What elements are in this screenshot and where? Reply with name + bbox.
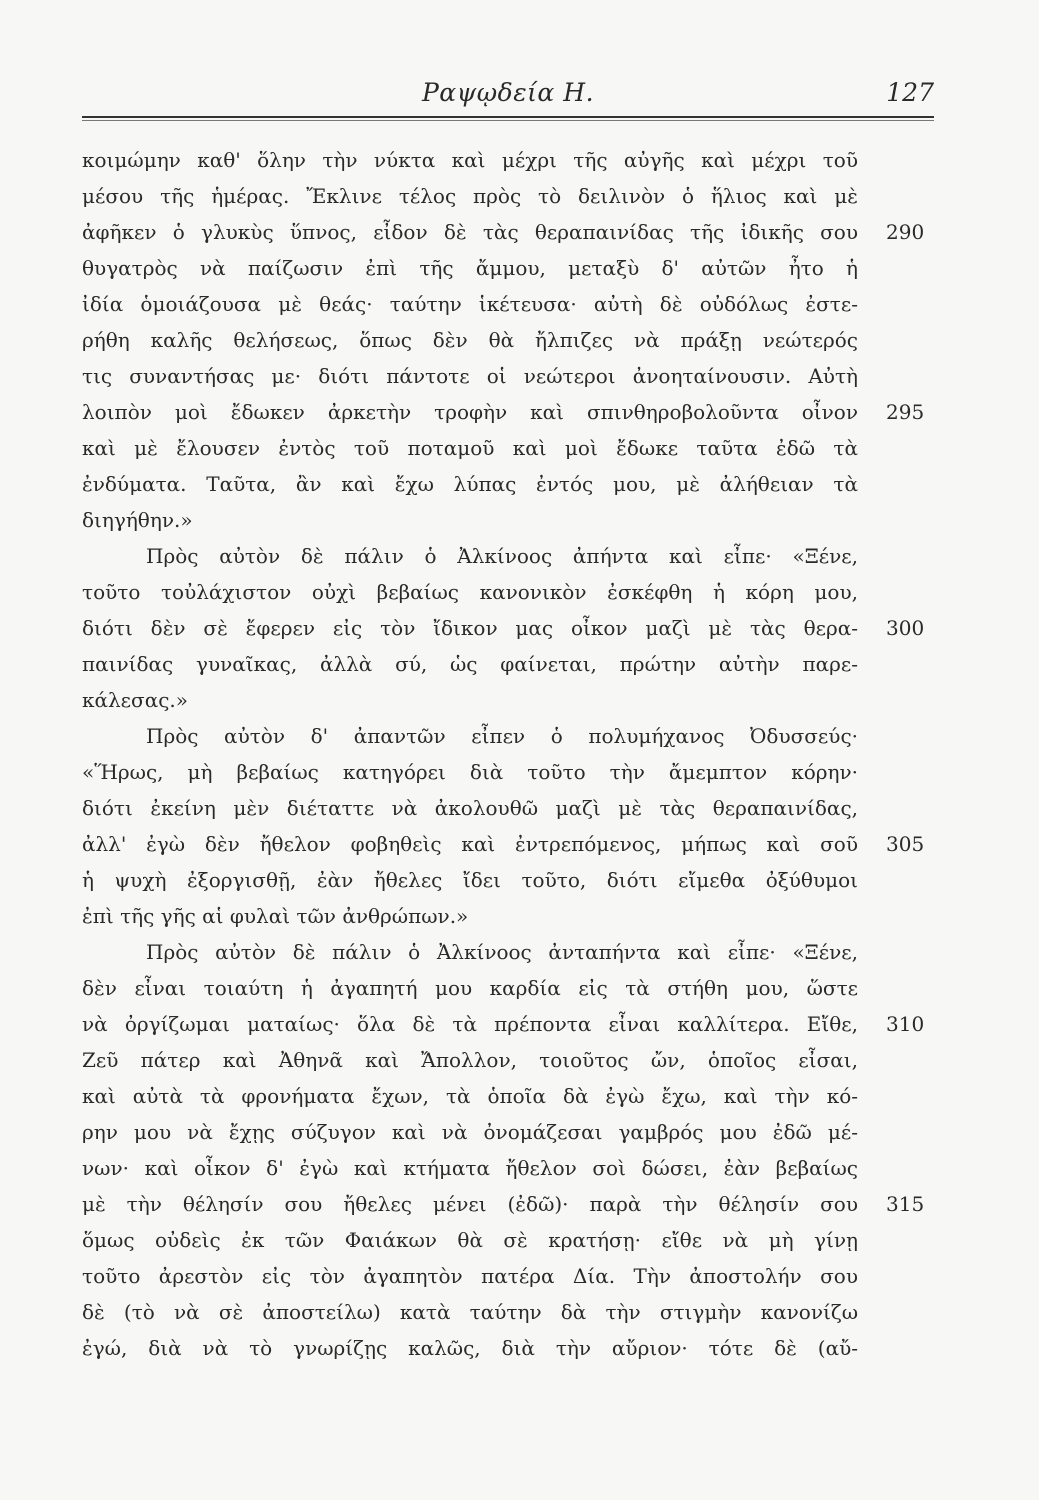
text-line: λοιπὸν μοὶ ἔδωκεν ἀρκετὴν τροφὴν καὶ σπινθηροβολοῦντα οἶνον	[82, 400, 858, 424]
text-line: Πρὸς αὐτὸν δὲ πάλιν ὁ Ἀλκίνοος ἀπήντα καὶ εἶπε· «Ξένε,	[146, 544, 858, 568]
text-line: ἐνδύματα. Ταῦτα, ἂν καὶ ἔχω λύπας ἐντός μου, μὲ ἀλήθειαν τὰ	[82, 472, 858, 496]
text-line: ρην μου νὰ ἔχῃς σύζυγον καὶ νὰ ὀνομάζεσαι γαμβρός μου ἐδῶ μέ-	[82, 1120, 858, 1144]
header-rule-thin	[82, 120, 934, 121]
text-line: θυγατρὸς νὰ παίζωσιν ἐπὶ τῆς ἄμμου, μεταξὺ δ' αὐτῶν ἦτο ἡ	[82, 256, 858, 280]
header-rule	[82, 116, 934, 118]
verse-number: 295	[886, 400, 925, 424]
text-line: διηγήθην.»	[82, 508, 193, 532]
text-line: Πρὸς αὐτὸν δ' ἀπαντῶν εἶπεν ὁ πολυμήχανος Ὀδυσσεύς·	[146, 724, 858, 748]
text-line: ἀλλ' ἐγὼ δὲν ἤθελον φοβηθεὶς καὶ ἐντρεπόμενος, μήπως καὶ σοῦ	[82, 832, 858, 856]
text-line: δὲν εἶναι τοιαύτη ἡ ἀγαπητή μου καρδία εἰς τὰ στήθη μου, ὥστε	[82, 976, 858, 1000]
text-line: Πρὸς αὐτὸν δὲ πάλιν ὁ Ἀλκίνοος ἀνταπήντα καὶ εἶπε· «Ξένε,	[146, 940, 858, 964]
running-head	[82, 78, 934, 114]
text-line: ὅμως οὐδεὶς ἐκ τῶν Φαιάκων θὰ σὲ κρατήσῃ· εἴθε νὰ μὴ γίνῃ	[82, 1228, 858, 1252]
text-line: τοῦτο ἀρεστὸν εἰς τὸν ἀγαπητὸν πατέρα Δία. Τὴν ἀποστολήν σου	[82, 1264, 858, 1288]
text-line: ἰδία ὁμοιάζουσα μὲ θεάς· ταύτην ἱκέτευσα· αὐτὴ δὲ οὐδόλως ἐστε-	[82, 292, 858, 316]
text-line: ἐπὶ τῆς γῆς αἱ φυλαὶ τῶν ἀνθρώπων.»	[82, 904, 469, 928]
verse-number: 300	[886, 616, 925, 640]
text-line: ἐγώ, διὰ νὰ τὸ γνωρίζῃς καλῶς, διὰ τὴν αὔριον· τότε δὲ (αὔ-	[82, 1336, 858, 1360]
verse-number: 310	[886, 1012, 925, 1036]
text-line: καὶ αὐτὰ τὰ φρονήματα ἔχων, τὰ ὁποῖα δὰ ἐγὼ ἔχω, καὶ τὴν κό-	[82, 1084, 858, 1108]
text-line: νων· καὶ οἶκον δ' ἐγὼ καὶ κτήματα ἤθελον σοὶ δώσει, ἐὰν βεβαίως	[82, 1156, 858, 1180]
text-line: τοῦτο τοὐλάχιστον οὐχὶ βεβαίως κανονικὸν ἐσκέφθη ἡ κόρη μου,	[82, 580, 858, 604]
text-line: ἡ ψυχὴ ἐξοργισθῇ, ἐὰν ἤθελες ἴδει τοῦτο, διότι εἴμεθα ὀξύθυμοι	[82, 868, 858, 892]
text-line: καὶ μὲ ἔλουσεν ἐντὸς τοῦ ποταμοῦ καὶ μοὶ ἔδωκε ταῦτα ἐδῶ τὰ	[82, 436, 858, 460]
verse-number: 305	[886, 832, 925, 856]
text-line: παινίδας γυναῖκας, ἀλλὰ σύ, ὡς φαίνεται, πρώτην αὐτὴν παρε-	[82, 652, 858, 676]
verse-number: 315	[886, 1192, 925, 1216]
text-line: κοιμώμην καθ' ὅλην τὴν νύκτα καὶ μέχρι τῆς αὐγῆς καὶ μέχρι τοῦ	[82, 148, 858, 172]
text-line: διότι ἐκείνη μὲν διέταττε νὰ ἀκολουθῶ μαζὶ μὲ τὰς θεραπαινίδας,	[82, 796, 858, 820]
verse-number: 290	[886, 220, 925, 244]
page-number: 127	[886, 78, 934, 107]
text-line: κάλεσας.»	[82, 688, 188, 712]
running-title: Ραψῳδεία Η.	[421, 78, 595, 107]
text-line: μέσου τῆς ἡμέρας. Ἔκλινε τέλος πρὸς τὸ δειλινὸν ὁ ἥλιος καὶ μὲ	[82, 184, 858, 208]
text-line: διότι δὲν σὲ ἔφερεν εἰς τὸν ἴδικον μας οἶκον μαζὶ μὲ τὰς θερα-	[82, 616, 858, 640]
text-line: τις συναντήσας με· διότι πάντοτε οἱ νεώτεροι ἀνοηταίνουσιν. Αὐτὴ	[82, 364, 858, 388]
text-line: ρήθη καλῆς θελήσεως, ὅπως δὲν θὰ ἤλπιζες νὰ πράξῃ νεώτερός	[82, 328, 858, 352]
text-line: δὲ (τὸ νὰ σὲ ἀποστείλω) κατὰ ταύτην δὰ τὴν στιγμὴν κανονίζω	[82, 1300, 858, 1324]
text-line: «Ἥρως, μὴ βεβαίως κατηγόρει διὰ τοῦτο τὴν ἄμεμπτον κόρην·	[82, 760, 858, 784]
text-line: νὰ ὀργίζωμαι ματαίως· ὅλα δὲ τὰ πρέποντα εἶναι καλλίτερα. Εἴθε,	[82, 1012, 858, 1036]
text-line: ἀφῆκεν ὁ γλυκὺς ὕπνος, εἶδον δὲ τὰς θεραπαινίδας τῆς ἰδικῆς σου	[82, 220, 858, 244]
text-line: Ζεῦ πάτερ καὶ Ἀθηνᾶ καὶ Ἄπολλον, τοιοῦτος ὤν, ὁποῖος εἶσαι,	[82, 1048, 858, 1072]
text-line	[82, 1366, 858, 1402]
text-line: μὲ τὴν θέλησίν σου ἤθελες μένει (ἐδῶ)· παρὰ τὴν θέλησίν σου	[82, 1192, 858, 1216]
